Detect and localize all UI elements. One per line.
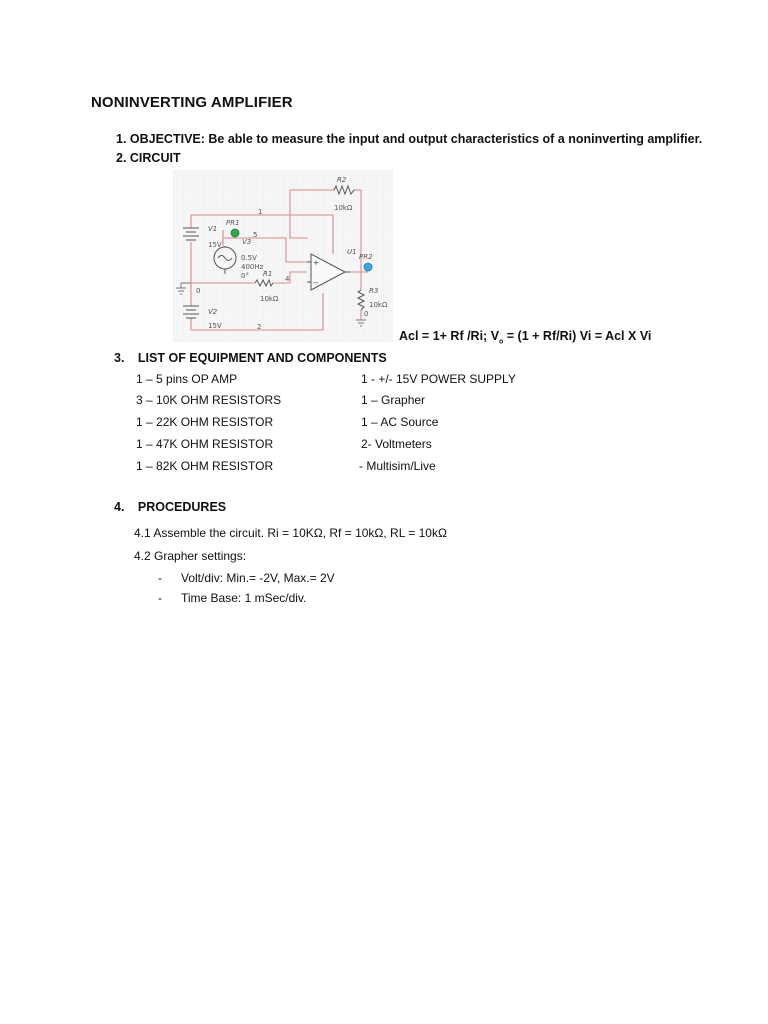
equipment-right-item: 1 – Grapher [361, 393, 426, 407]
label-r3-value: 10kΩ [369, 301, 388, 309]
label-v3-phase: 0° [241, 272, 249, 280]
formula-part1: Acl = 1+ Rf /Ri; V [399, 329, 500, 343]
procedures-heading-number: 4. [114, 500, 125, 514]
bullet-marker: - [158, 571, 162, 585]
page-title: NONINVERTING AMPLIFIER [91, 94, 293, 111]
equipment-left-item: 1 – 22K OHM RESISTOR [136, 415, 274, 429]
label-node1: 1 [258, 208, 263, 216]
label-node4: 4 [285, 275, 290, 283]
formula-subscript: o [499, 338, 504, 346]
equipment-right-item: 1 – AC Source [361, 415, 439, 429]
label-node5: 5 [253, 231, 258, 239]
grapher-setting-time-base: Time Base: 1 mSec/div. [181, 591, 307, 605]
equipment-left-item: 1 – 5 pins OP AMP [136, 372, 238, 386]
equipment-left-item: 3 – 10K OHM RESISTORS [136, 393, 282, 407]
label-pr2: PR2 [359, 253, 373, 261]
equipment-left-item: 1 – 47K OHM RESISTOR [136, 437, 274, 451]
label-v2-value: 15V [208, 322, 222, 330]
probe-pr2-marker [364, 263, 372, 271]
objective-label: 1. OBJECTIVE: [116, 132, 205, 146]
circuit-heading: 2. CIRCUIT [116, 151, 181, 165]
label-r3: R3 [369, 287, 379, 295]
label-r1-value: 10kΩ [260, 295, 279, 303]
procedure-step-4-1: 4.1 Assemble the circuit. Ri = 10KΩ, Rf = 10kΩ, RL = 10kΩ [134, 526, 447, 540]
objective-line [116, 132, 702, 146]
equipment-heading-text: LIST OF EQUIPMENT AND COMPONENTS [137, 351, 387, 365]
label-v3-amplitude: 0.5V [241, 254, 257, 262]
objective-text: Be able to measure the input and output characteristics of a noninverting amplifier. [204, 132, 703, 146]
equipment-heading-number: 3. [114, 351, 125, 365]
label-v2: V2 [208, 308, 218, 316]
equipment-heading [114, 351, 387, 365]
label-node0-left: 0 [196, 287, 201, 295]
svg-text:+: + [313, 259, 319, 267]
equipment-left-item: 1 – 82K OHM RESISTOR [136, 459, 274, 473]
label-r2-value: 10kΩ [334, 204, 353, 212]
gain-formula [399, 329, 651, 346]
bullet-marker: - [158, 591, 162, 605]
label-r1: R1 [263, 270, 273, 278]
label-v1: V1 [208, 225, 218, 233]
formula-part2: = (1 + Rf/Ri) Vi = Acl X Vi [503, 329, 652, 343]
label-v3: V3 [242, 238, 252, 246]
procedures-heading [114, 500, 226, 514]
equipment-right-item: - Multisim/Live [359, 459, 436, 473]
label-v3-frequency: 400Hz [241, 263, 264, 271]
label-pr1: PR1 [226, 219, 240, 227]
procedures-heading-text: PROCEDURES [137, 500, 227, 514]
label-node0-right: 0 [364, 310, 369, 318]
probe-pr1-marker [231, 229, 239, 237]
label-node2: 2 [257, 323, 262, 331]
svg-text:−: − [313, 279, 319, 287]
grapher-setting-volt-div: Volt/div: Min.= -2V, Max.= 2V [181, 571, 335, 585]
label-u1: U1 [347, 248, 357, 256]
equipment-right-item: 1 - +/- 15V POWER SUPPLY [361, 372, 516, 386]
label-r2: R2 [337, 176, 347, 184]
label-v1-value: 15V [208, 241, 222, 249]
equipment-right-item: 2- Voltmeters [361, 437, 432, 451]
procedure-step-4-2: 4.2 Grapher settings: [134, 549, 247, 563]
circuit-schematic [173, 170, 393, 342]
